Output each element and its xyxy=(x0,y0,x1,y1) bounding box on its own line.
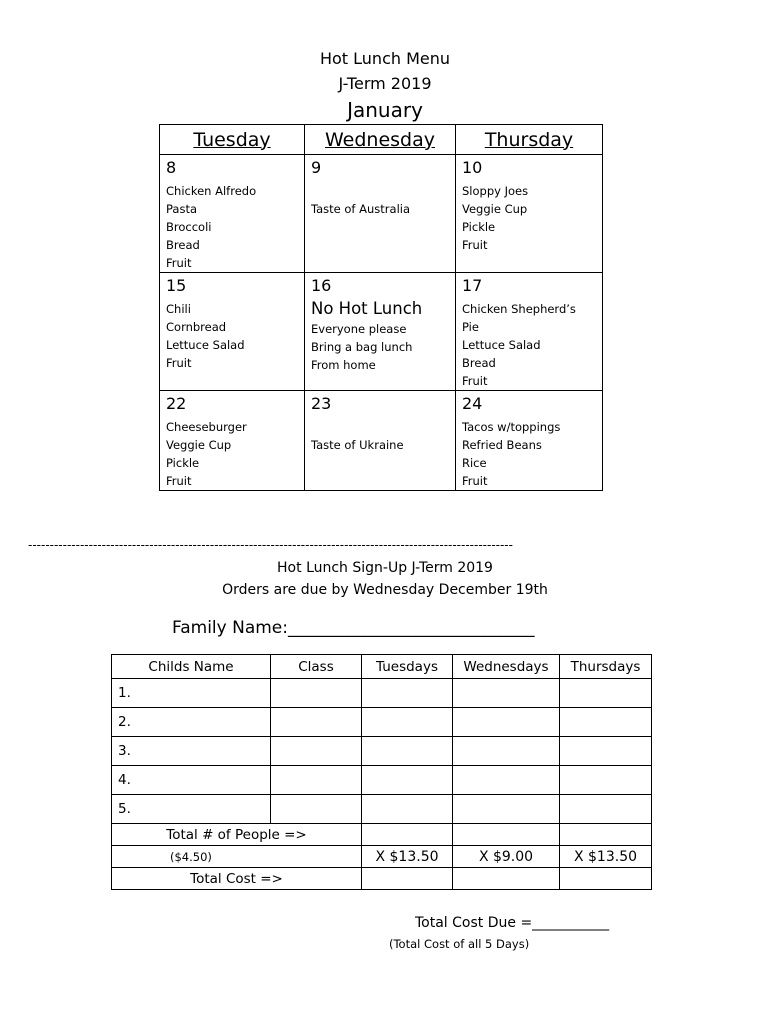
menu-item: Fruit xyxy=(166,256,192,270)
tuesdays-cell[interactable] xyxy=(362,795,453,824)
menu-items xyxy=(462,418,602,490)
menu-item: Lettuce Salad xyxy=(166,338,245,352)
day-header-wednesday: Wednesday xyxy=(305,125,456,155)
class-cell[interactable] xyxy=(271,737,362,766)
price-row xyxy=(112,846,652,868)
menu-item: Pie xyxy=(462,320,479,334)
day-number: 17 xyxy=(462,276,483,295)
menu-item: Fruit xyxy=(462,374,488,388)
total-cost-due-field[interactable]: Total Cost Due =___________ xyxy=(415,915,610,931)
menu-item: Chicken Alfredo xyxy=(166,184,257,198)
menu-item: Fruit xyxy=(166,474,192,488)
col-header-childs-name: Childs Name xyxy=(112,655,271,679)
menu-day-cell xyxy=(456,155,603,273)
menu-week-row xyxy=(160,273,603,391)
total-cost-row xyxy=(112,868,652,890)
unit-price: ($4.50) xyxy=(112,846,362,868)
menu-day-cell xyxy=(160,391,305,491)
menu-month: January xyxy=(347,98,423,122)
day-number: 16 xyxy=(311,276,332,295)
table-row xyxy=(112,679,652,708)
menu-day-cell xyxy=(305,155,456,273)
menu-item: Fruit xyxy=(462,238,488,252)
child-row-number[interactable]: 4. xyxy=(112,766,271,795)
menu-day-cell xyxy=(456,391,603,491)
menu-week-row xyxy=(160,391,603,491)
menu-item: Pickle xyxy=(462,220,496,234)
class-cell[interactable] xyxy=(271,708,362,737)
menu-item: Pasta xyxy=(166,202,198,216)
menu-week-row xyxy=(160,155,603,273)
price-thursdays: X $13.50 xyxy=(560,846,652,868)
menu-item: Fruit xyxy=(166,356,192,370)
menu-item: Everyone please xyxy=(311,322,407,336)
thursdays-cell[interactable] xyxy=(560,737,652,766)
total-people-wednesdays[interactable] xyxy=(453,824,560,846)
day-number: 15 xyxy=(166,276,187,295)
menu-items xyxy=(462,300,602,390)
menu-item: From home xyxy=(311,358,376,372)
menu-title: Hot Lunch Menu xyxy=(319,49,451,68)
menu-item: Tacos w/toppings xyxy=(462,420,561,434)
signup-due-note: Orders are due by Wednesday December 19th xyxy=(222,582,548,598)
wednesdays-cell[interactable] xyxy=(453,766,560,795)
menu-items xyxy=(166,300,304,372)
total-cost-thursdays[interactable] xyxy=(560,868,652,890)
menu-item: Veggie Cup xyxy=(166,438,232,452)
thursdays-cell[interactable] xyxy=(560,766,652,795)
total-cost-tuesdays[interactable] xyxy=(362,868,453,890)
day-header-tuesday: Tuesday xyxy=(160,125,305,155)
total-cost-label: Total Cost => xyxy=(112,868,362,890)
total-people-label: Total # of People => xyxy=(112,824,362,846)
menu-items xyxy=(462,182,602,254)
menu-day-cell xyxy=(160,155,305,273)
table-row xyxy=(112,766,652,795)
table-row xyxy=(112,795,652,824)
no-hot-lunch-headline: No Hot Lunch xyxy=(311,299,423,318)
menu-item: Refried Beans xyxy=(462,438,542,452)
total-people-tuesdays[interactable] xyxy=(362,824,453,846)
menu-item: Veggie Cup xyxy=(462,202,528,216)
total-cost-wednesdays[interactable] xyxy=(453,868,560,890)
thursdays-cell[interactable] xyxy=(560,679,652,708)
total-people-thursdays[interactable] xyxy=(560,824,652,846)
menu-day-cell xyxy=(160,273,305,391)
menu-calendar-table xyxy=(159,124,603,491)
wednesdays-cell[interactable] xyxy=(453,795,560,824)
family-name-field[interactable]: Family Name:_____________________________ xyxy=(172,618,535,638)
menu-items xyxy=(311,320,455,374)
menu-item: Rice xyxy=(462,456,487,470)
child-row-number[interactable]: 3. xyxy=(112,737,271,766)
tuesdays-cell[interactable] xyxy=(362,737,453,766)
tuesdays-cell[interactable] xyxy=(362,679,453,708)
day-number: 24 xyxy=(462,394,483,413)
child-row-number[interactable]: 2. xyxy=(112,708,271,737)
wednesdays-cell[interactable] xyxy=(453,737,560,766)
menu-item: Chicken Shepherd’s xyxy=(462,302,576,316)
price-wednesdays: X $9.00 xyxy=(453,846,560,868)
thursdays-cell[interactable] xyxy=(560,795,652,824)
col-header-wednesdays: Wednesdays xyxy=(453,655,560,679)
class-cell[interactable] xyxy=(271,766,362,795)
menu-item: Bring a bag lunch xyxy=(311,340,413,354)
tuesdays-cell[interactable] xyxy=(362,766,453,795)
cut-line-divider: ---------------------------------------------------------------------------------------------------------------- xyxy=(28,538,513,552)
menu-item: Cornbread xyxy=(166,320,227,334)
child-row-number[interactable]: 5. xyxy=(112,795,271,824)
menu-item: Sloppy Joes xyxy=(462,184,529,198)
menu-item: Lettuce Salad xyxy=(462,338,541,352)
signup-title: Hot Lunch Sign-Up J-Term 2019 xyxy=(277,560,493,576)
thursdays-cell[interactable] xyxy=(560,708,652,737)
wednesdays-cell[interactable] xyxy=(453,679,560,708)
menu-term: J-Term 2019 xyxy=(338,74,432,93)
col-header-thursdays: Thursdays xyxy=(560,655,652,679)
day-number: 10 xyxy=(462,158,483,177)
class-cell[interactable] xyxy=(271,795,362,824)
menu-day-cell xyxy=(305,391,456,491)
menu-item: Pickle xyxy=(166,456,200,470)
menu-item: Broccoli xyxy=(166,220,212,234)
day-number: 22 xyxy=(166,394,187,413)
price-tuesdays: X $13.50 xyxy=(362,846,453,868)
menu-items xyxy=(166,182,304,272)
menu-items xyxy=(166,418,304,490)
day-number: 8 xyxy=(166,158,177,177)
table-row xyxy=(112,737,652,766)
day-number: 9 xyxy=(311,158,322,177)
signup-table xyxy=(111,654,652,890)
total-people-row xyxy=(112,824,652,846)
total-cost-note: (Total Cost of all 5 Days) xyxy=(389,937,530,951)
child-row-number[interactable]: 1. xyxy=(112,679,271,708)
col-header-tuesdays: Tuesdays xyxy=(362,655,453,679)
table-row xyxy=(112,708,652,737)
signup-header-row xyxy=(112,655,652,679)
menu-item: Bread xyxy=(166,238,200,252)
menu-header-row xyxy=(160,125,603,155)
menu-day-cell xyxy=(305,273,456,391)
menu-note: Taste of Ukraine xyxy=(311,438,404,452)
tuesdays-cell[interactable] xyxy=(362,708,453,737)
menu-item: Fruit xyxy=(462,474,488,488)
col-header-class: Class xyxy=(271,655,362,679)
wednesdays-cell[interactable] xyxy=(453,708,560,737)
day-number: 23 xyxy=(311,394,332,413)
menu-note: Taste of Australia xyxy=(311,202,411,216)
menu-day-cell xyxy=(456,273,603,391)
day-header-thursday: Thursday xyxy=(456,125,603,155)
class-cell[interactable] xyxy=(271,679,362,708)
menu-item: Cheeseburger xyxy=(166,420,247,434)
menu-item: Bread xyxy=(462,356,496,370)
menu-item: Chili xyxy=(166,302,191,316)
